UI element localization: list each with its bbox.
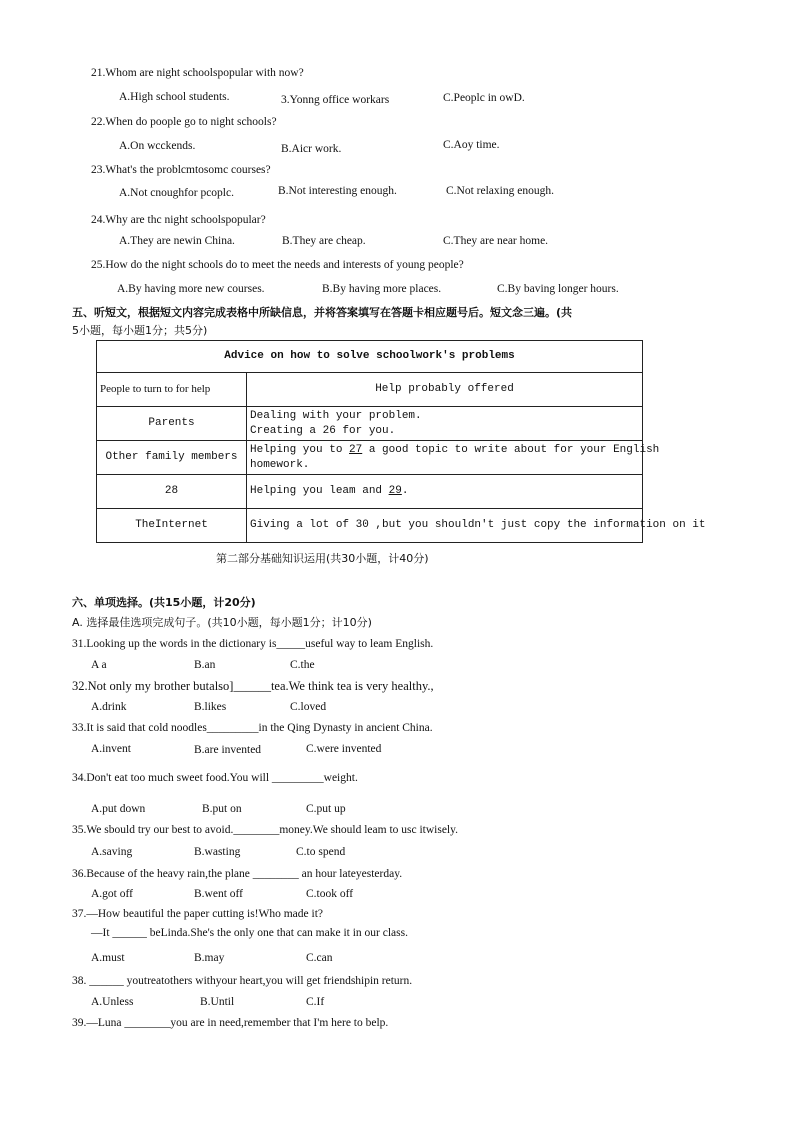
question-22-option-c: C.Aoy time. bbox=[443, 139, 500, 151]
table-cell-who: Parents bbox=[97, 407, 247, 441]
question-22-option-b: B.Aicr work. bbox=[281, 143, 342, 155]
question-24-option-c: C.They are near home. bbox=[443, 235, 549, 247]
question-32-option-c: C.loved bbox=[290, 701, 327, 713]
question-21-option-c: C.Peoplc in owD. bbox=[443, 92, 525, 104]
question-31-option-c: C.the bbox=[290, 659, 315, 671]
question-35-stem: 35.We sbould try our best to avoid.________money.We should leam to usc itwisely. bbox=[72, 824, 459, 836]
question-32-option-b: B.likes bbox=[194, 701, 227, 713]
question-37-option-a: A.must bbox=[91, 952, 125, 964]
answer-blank-27: 27 bbox=[349, 443, 363, 456]
question-21-stem: 21.Whom are night schoolspopular with now? bbox=[91, 67, 304, 79]
question-32-option-a: A.drink bbox=[91, 701, 127, 713]
question-23-option-b: B.Not interesting enough. bbox=[278, 185, 397, 197]
question-38-option-b: B.Until bbox=[200, 996, 235, 1008]
question-36-option-c: C.took off bbox=[306, 888, 354, 900]
question-37-stem: 37.—How beautiful the paper cutting is!Who made it? bbox=[72, 908, 324, 920]
question-38-stem: 38. ______ youtreatothers withyour heart,you will get friendshipin return. bbox=[72, 975, 413, 987]
question-33-option-b: B.are invented bbox=[194, 744, 262, 756]
text-segment: a good topic to write about for your English bbox=[362, 443, 660, 456]
part-2-title: 第二部分基础知识运用(共30小题，计40分) bbox=[216, 552, 429, 565]
section-6-heading: 六、单项选择。(共15小题，计20分) bbox=[72, 596, 256, 609]
text-segment: Helping you leam and bbox=[250, 485, 389, 497]
question-33-option-a: A.invent bbox=[91, 743, 131, 755]
question-34-stem: 34.Don't eat too much sweet food.You will _________weight. bbox=[72, 772, 358, 784]
question-22-option-a: A.On wcckends. bbox=[119, 140, 196, 152]
table-row bbox=[97, 475, 643, 509]
text-segment: . bbox=[401, 485, 409, 497]
question-31-stem: 31.Looking up the words in the dictionary is_____useful way to leam English. bbox=[72, 638, 434, 650]
question-24-option-a: A.They are newin China. bbox=[119, 235, 235, 247]
table-cell-help bbox=[247, 441, 660, 475]
table-title: Advice on how to solve schoolwork's problems bbox=[97, 341, 643, 373]
question-34-option-a: A.put down bbox=[91, 803, 146, 815]
text-segment: Helping you to bbox=[250, 443, 350, 456]
question-33-option-c: C.were invented bbox=[306, 743, 382, 755]
table-cell-line: Dealing with your problem. bbox=[250, 409, 422, 422]
question-35-option-a: A.saving bbox=[91, 846, 133, 858]
table-cell-who: 28 bbox=[97, 475, 247, 509]
answer-blank-29: 29 bbox=[388, 485, 402, 497]
table-row bbox=[97, 509, 643, 543]
question-25-option-b: B.By having more places. bbox=[322, 283, 442, 295]
table-cell-who: Other family members bbox=[97, 441, 247, 475]
table-cell-help bbox=[247, 407, 643, 441]
table-row bbox=[97, 441, 643, 475]
question-23-option-c: C.Not relaxing enough. bbox=[446, 185, 554, 197]
question-38-option-a: A.Unless bbox=[91, 996, 134, 1008]
question-39-stem: 39.—Luna ________you are in need,remember that I'm here to belp. bbox=[72, 1017, 389, 1029]
table-cell-line bbox=[250, 443, 660, 458]
table-row bbox=[97, 407, 643, 441]
question-37-option-c: C.can bbox=[306, 952, 333, 964]
advice-table bbox=[96, 340, 706, 543]
question-22-stem: 22.When do poople go to night schools? bbox=[91, 116, 277, 128]
question-36-option-a: A.got off bbox=[91, 888, 133, 900]
table-cell-line: Creating a 26 for you. bbox=[250, 424, 396, 437]
question-23-option-a: A.Not cnoughfor pcoplc. bbox=[119, 187, 234, 199]
question-34-option-b: B.put on bbox=[202, 803, 242, 815]
question-31-option-b: B.an bbox=[194, 659, 216, 671]
table-cell-line: homework. bbox=[250, 458, 310, 471]
question-32-stem: 32.Not only my brother butalso]______tea.We think tea is very healthy., bbox=[72, 679, 434, 693]
question-21-option-a: A.High school students. bbox=[119, 91, 230, 103]
table-cell-who: TheInternet bbox=[97, 509, 247, 543]
question-33-stem: 33.It is said that cold noodles_________in the Qing Dynasty in ancient China. bbox=[72, 722, 433, 734]
section-6-sub-a: A. 选择最佳选项完成句子。(共10小题，每小题1分；计10分) bbox=[72, 616, 372, 629]
question-21-option-b: 3.Yonng office workars bbox=[281, 94, 390, 106]
question-35-option-c: C.to spend bbox=[296, 846, 346, 858]
table-col-header-people: People to turn to for help bbox=[97, 373, 247, 407]
table-cell-help: Giving a lot of 30 ,but you shouldn't just copy the information on it bbox=[247, 509, 643, 543]
question-37-stem-response: —It ______ beLinda.She's the only one that can make it in our class. bbox=[91, 927, 408, 939]
table-cell-help bbox=[247, 475, 643, 509]
question-25-stem: 25.How do the night schools do to meet the needs and interests of young people? bbox=[91, 259, 464, 271]
question-35-option-b: B.wasting bbox=[194, 846, 241, 858]
question-36-stem: 36.Because of the heavy rain,the plane ________ an hour lateyesterday. bbox=[72, 868, 403, 880]
table-col-header-help: Help probably offered bbox=[247, 373, 643, 407]
section-5-heading-cont: 5小题，每小题1分；共5分) bbox=[72, 324, 208, 337]
question-25-option-c: C.By baving longer hours. bbox=[497, 283, 619, 295]
question-25-option-a: A.By having more new courses. bbox=[117, 283, 265, 295]
question-36-option-b: B.went off bbox=[194, 888, 243, 900]
question-37-option-b: B.may bbox=[194, 952, 225, 964]
question-34-option-c: C.put up bbox=[306, 803, 346, 815]
question-24-option-b: B.They are cheap. bbox=[282, 235, 366, 247]
question-38-option-c: C.If bbox=[306, 996, 325, 1008]
question-24-stem: 24.Why are thc night schoolspopular? bbox=[91, 214, 266, 226]
question-23-stem: 23.What's the problcmtosomc courses? bbox=[91, 164, 271, 176]
section-5-heading: 五、听短文，根据短文内容完成表格中所缺信息，并将答案填写在答题卡相应题号后。短文念三遍。(共 bbox=[72, 306, 573, 319]
question-31-option-a: A a bbox=[91, 659, 107, 671]
